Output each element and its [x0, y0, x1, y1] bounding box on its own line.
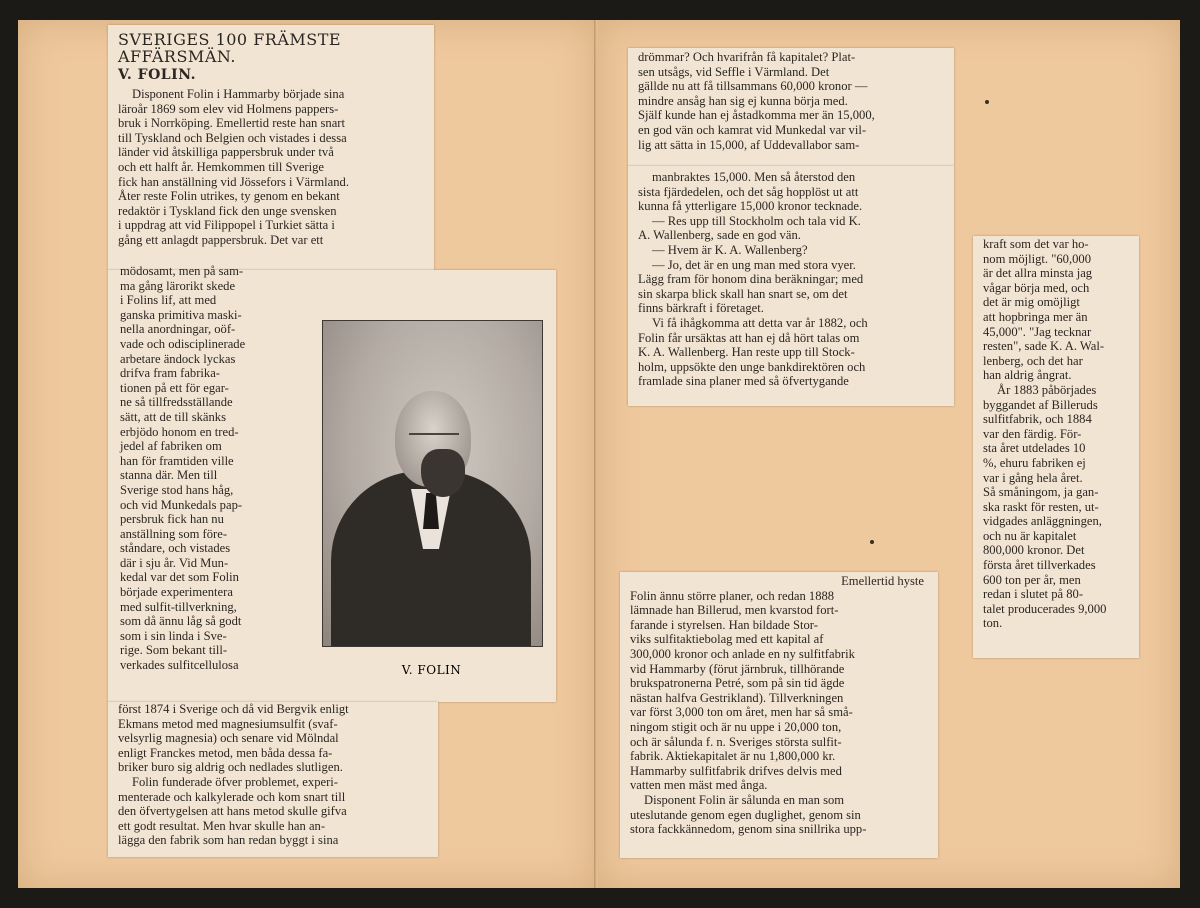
text-line: fabrik. Aktiekapitalet är nu 1,800,000 kr. [630, 749, 836, 764]
text-line: som då ännu låg så godt [120, 614, 242, 629]
text-line: vatten men mäst med ånga. [630, 778, 768, 793]
text-line: ståndare, och vistades [120, 541, 231, 556]
text-line: talet producerades 9,000 [983, 601, 1107, 616]
text-line: byggandet af Billeruds [983, 397, 1098, 412]
text-line: att hopbringa mer än [983, 309, 1088, 324]
text-line: till Tyskland och Belgien och vistades i dessa [118, 130, 347, 145]
text-line: läroår 1869 som elev vid Holmens pappers- [118, 101, 339, 116]
top-right-text [628, 48, 954, 152]
portrait-photo [322, 320, 543, 647]
text-line: Folin får ursäktas att han ej då hört talas om [638, 330, 860, 345]
article-subtitle: V. FOLIN. [118, 67, 196, 83]
text-line: ma gång lärorikt skede [120, 278, 236, 293]
text-line: sen utsågs, vid Seffle i Värmland. Det [638, 64, 830, 79]
text-line: — Jo, det är en ung man med stora vyer. [652, 257, 856, 272]
text-line: gällde nu att få tillsammans 60,000 kronor — [638, 79, 868, 94]
text-line: brukspatronerna Petré, som på sin tid ägde [630, 676, 845, 691]
text-line: Så småningom, ja gan- [983, 485, 1099, 500]
text-line: som i sin linda i Sve- [120, 628, 227, 643]
text-line: 300,000 kronor och anlade en ny sulfitfabrik [630, 646, 855, 661]
text-line: persbruk fick han nu [120, 512, 224, 527]
text-line: holm, uppsökte den unge bankdirektören och [638, 359, 866, 374]
text-line: viks sulfitaktiebolag med ett kapital af [630, 632, 824, 647]
text-line: fick han anställning vid Jössefors i Värmland. [118, 174, 349, 189]
text-line: stora fackkännedom, genom sina snillrika upp- [630, 822, 867, 837]
text-line: nästan halfva Gestrikland). Tillverkningen [630, 690, 844, 705]
text-line: är det allra minsta jag [983, 266, 1093, 281]
text-line: i Folins lif, att med [120, 293, 217, 308]
text-line: sista fjärdedelen, och det såg hopplöst ut att [638, 184, 859, 199]
text-line: han för framtiden ville [120, 453, 234, 468]
text-line: arbetare ändock lyckas [120, 351, 236, 366]
text-line: 45,000". "Jag tecknar [983, 324, 1092, 339]
text-line: manbraktes 15,000. Men så återstod den [652, 170, 856, 184]
text-line: A. Wallenberg, sade en god vän. [638, 228, 801, 243]
text-line: vågar börja med, och [983, 280, 1090, 295]
board-speck [870, 540, 874, 544]
text-line: Folin ännu större planer, och redan 1888 [630, 588, 835, 603]
text-line: vid Hammarby (förut järnbruk, tillhörande [630, 661, 845, 676]
text-line: med sulfit-tillverkning, [120, 599, 237, 614]
text-line: 800,000 kronor. Det [983, 543, 1085, 558]
portrait-beard [421, 449, 465, 497]
text-line: var den färdig. För- [983, 426, 1082, 441]
text-line: Åter reste Folin utrikes, ty genom en bekant [118, 189, 340, 204]
text-line: Disponent Folin är sålunda en man som [644, 792, 845, 807]
bottom-right-text [620, 572, 938, 837]
portrait-spectacles [409, 433, 459, 445]
text-line: — Res upp till Stockholm och tala vid K. [652, 213, 861, 228]
text-line: nella anordningar, oöf- [120, 322, 236, 337]
text-line: lägga den fabrik som han redan byggt i sina [118, 833, 339, 848]
text-line: Vi få ihågkomma att detta var år 1882, och [652, 315, 868, 330]
text-line: Lägg fram för honom dina beräkningar; med [638, 272, 864, 287]
text-line: mödosamt, men på sam- [120, 264, 244, 278]
text-line: — Hvem är K. A. Wallenberg? [652, 242, 808, 257]
text-line: sätt, att de till skänks [120, 409, 226, 424]
text-line: uteslutande genom egen duglighet, genom sin [630, 807, 861, 822]
bottom-left-text [108, 702, 438, 848]
text-line: rige. Som bekant till- [120, 643, 228, 658]
text-line: bruk i Norrköping. Emellertid reste han snart [118, 116, 345, 131]
text-line: länder vid åtskilliga pappersbruk under två [118, 145, 334, 160]
text-line: kraft som det var ho- [983, 237, 1089, 251]
middle-right-text [628, 166, 954, 389]
text-line: K. A. Wallenberg. Han reste upp till Stock- [638, 345, 855, 360]
board-speck [985, 100, 989, 104]
text-line: redaktör i Tyskland fick den unge svensken [118, 203, 337, 218]
article-title: SVERIGES 100 FRÄMSTE AFFÄRSMÄN. [118, 30, 342, 66]
text-line: Folin funderade öfver problemet, experi- [132, 774, 338, 789]
clipping-top-right [628, 48, 954, 166]
text-line: framlade sina planer med så öfvertygande [638, 374, 849, 389]
text-line: nom möjligt. "60,000 [983, 251, 1091, 266]
text-line: Ekmans metod med magnesiumsulfit (svaf- [118, 716, 338, 731]
text-line: lämnade han Billerud, men kvarstod fort- [630, 603, 839, 618]
text-line: ett godt resultat. Men hvar skulle han an- [118, 818, 326, 833]
text-line: där i sju år. Vid Mun- [120, 555, 229, 570]
clipping-bottom-left [108, 702, 438, 857]
text-line: sulfitfabrik, och 1884 [983, 412, 1092, 427]
text-line: sin skarpa blick skall han snart se, om det [638, 286, 848, 301]
far-right-text [973, 236, 1139, 631]
text-line: vade och odisciplinerade [120, 336, 246, 351]
text-line: vidgades anläggningen, [983, 514, 1102, 529]
clipping-bottom-right [620, 572, 938, 858]
text-line: lig att sätta in 15,000, af Uddevallabor sam- [638, 137, 860, 152]
text-line: han aldrig ångrat. [983, 368, 1072, 383]
text-line: gång ett anlagdt pappersbruk. Det var ett [118, 232, 324, 247]
text-line: första året tillverkades [983, 558, 1096, 573]
text-line: %, ehuru fabriken ej [983, 455, 1086, 470]
narrow-text [120, 264, 288, 673]
text-line: anställning som före- [120, 526, 228, 541]
text-line: mindre ansåg han sig ej kunna börja med. [638, 93, 848, 108]
text-line: tionen på ett för egar- [120, 380, 229, 395]
text-line: enligt Franckes metod, men båda dessa fa- [118, 745, 333, 760]
text-line: ganska primitiva maski- [120, 307, 242, 322]
text-line: först 1874 i Sverige och då vid Bergvik enligt [118, 702, 349, 716]
text-line: Emellertid hyste [841, 574, 924, 588]
text-line: Disponent Folin i Hammarby började sina [132, 87, 345, 101]
text-line: resten", sade K. A. Wal- [983, 339, 1105, 354]
text-line: drifva fram fabrika- [120, 366, 220, 381]
text-line: stanna där. Men till [120, 468, 218, 483]
text-line: jedel af fabriken om [120, 439, 222, 454]
text-line: var först 3,000 ton om året, men har så små- [630, 705, 853, 720]
clipping-intro [108, 25, 434, 270]
text-line: började experimentera [120, 585, 233, 600]
text-line: och nu är kapitalet [983, 528, 1077, 543]
text-line: briker buro sig aldrig och nedlades slutligen. [118, 760, 343, 775]
text-line: velsyrlig magnesia) och senare vid Mölndal [118, 731, 339, 746]
text-line: År 1883 påbörjades [997, 382, 1097, 397]
text-line: det är mig omöjligt [983, 295, 1080, 310]
text-line: ningom stigit och är nu uppe i 20,000 ton, [630, 719, 842, 734]
text-line: lenberg, och det har [983, 353, 1083, 368]
intro-text [118, 87, 430, 248]
text-line: ton. [983, 616, 1003, 631]
text-line: erbjödo honom en tred- [120, 424, 239, 439]
text-line: 600 ton per år, men [983, 572, 1081, 587]
text-line: i uppdrag att vid Filippopel i Turkiet sätta i [118, 218, 335, 233]
text-line: finns bärkraft i företaget. [638, 301, 764, 316]
text-line: var i gång hela året. [983, 470, 1083, 485]
text-line: sta året utdelades 10 [983, 441, 1086, 456]
text-line: den öfvertygelsen att hans metod skulle gifva [118, 804, 347, 819]
text-line: Hammarby sulfitfabrik drifves delvis med [630, 763, 842, 778]
text-line: menterade och kalkylerade och kom snart till [118, 789, 346, 804]
text-line: Sverige stod hans håg, [120, 482, 234, 497]
text-line: farande i styrelsen. Han bildade Stor- [630, 617, 818, 632]
text-line: Själf kunde han ej åstadkomma mer än 15,000, [638, 108, 875, 123]
clipping-far-right [973, 236, 1139, 658]
text-line: ska raskt för resten, ut- [983, 499, 1099, 514]
text-line: kedal var det som Folin [120, 570, 239, 585]
text-line: och ett halft år. Hemkommen till Sverige [118, 159, 324, 174]
text-line: drömmar? Och hvarifrån få kapitalet? Plat- [638, 50, 856, 64]
text-line: redan i slutet på 80- [983, 587, 1084, 602]
text-line: verkades sulfitcellulosa [120, 658, 239, 673]
text-line: ne så tillfredsställande [120, 395, 233, 410]
text-line: kunna få ytterligare 15,000 kronor tecknade. [638, 199, 863, 214]
text-line: en god vän och kamrat vid Munkedal var vil- [638, 122, 867, 137]
text-line: och är sålunda f. n. Sveriges största sulfit- [630, 734, 842, 749]
clipping-middle-right [628, 166, 954, 406]
photo-caption: V. FOLIN [401, 663, 462, 677]
text-line: och vid Munkedals pap- [120, 497, 243, 512]
